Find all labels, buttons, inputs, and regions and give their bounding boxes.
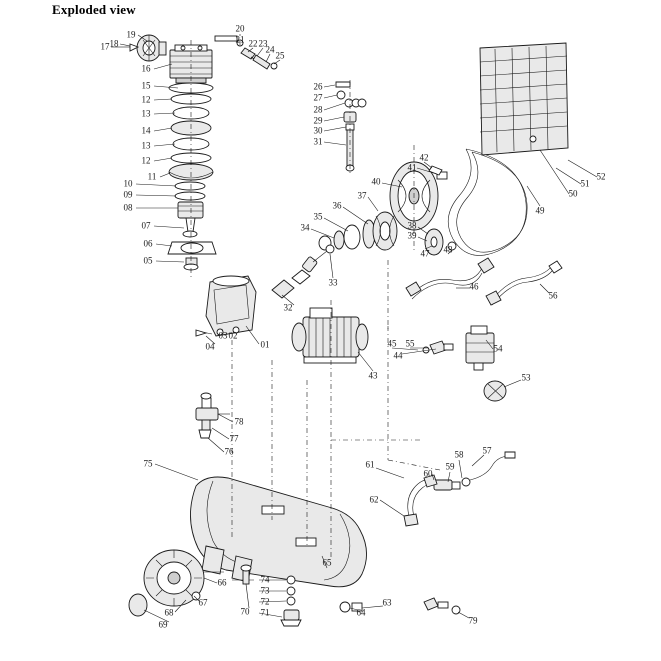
hose-group (406, 258, 562, 305)
piston-group (175, 182, 205, 237)
callout-17: 17 (100, 41, 110, 52)
callout-22: 22 (248, 38, 258, 49)
breather-stack-group (336, 82, 366, 171)
callout-27: 27 (313, 92, 323, 103)
callout-25: 25 (275, 50, 285, 61)
callout-21: 21 (235, 34, 245, 45)
callout-44: 44 (393, 350, 403, 361)
callout-56: 56 (548, 290, 558, 301)
callout-61: 61 (365, 459, 375, 470)
callout-76: 76 (224, 446, 234, 457)
callout-45: 45 (387, 338, 397, 349)
callout-65: 65 (322, 557, 332, 568)
callout-78: 78 (234, 416, 244, 427)
safety-valve-group (196, 393, 230, 438)
callout-29: 29 (313, 115, 323, 126)
callout-12a: 12 (141, 94, 151, 105)
check-valve-group (272, 245, 334, 298)
callout-35: 35 (313, 211, 323, 222)
crankcase-gasket-group (168, 242, 216, 270)
callout-70: 70 (240, 606, 250, 617)
callout-33: 33 (328, 277, 338, 288)
belt-guard-group (480, 43, 568, 155)
callout-63: 63 (382, 597, 392, 608)
callout-09: 09 (123, 189, 133, 200)
callout-11: 11 (147, 171, 157, 182)
callout-05: 05 (143, 255, 153, 266)
callout-52: 52 (596, 171, 606, 182)
belt-group (448, 149, 527, 255)
callout-43: 43 (368, 370, 378, 381)
callout-13b: 13 (141, 140, 151, 151)
callout-19: 19 (126, 29, 136, 40)
air-tank-group (190, 477, 366, 587)
page-title: Exploded view (52, 2, 136, 17)
wheel-group (129, 550, 204, 616)
callout-04: 04 (205, 341, 215, 352)
callout-08: 08 (123, 202, 133, 213)
callout-16: 16 (141, 63, 151, 74)
callout-41: 41 (407, 162, 417, 173)
callout-26: 26 (313, 81, 323, 92)
callout-12b: 12 (141, 155, 151, 166)
callout-34: 34 (300, 222, 310, 233)
callout-18: 18 (109, 38, 119, 49)
callout-01: 01 (260, 339, 270, 350)
callout-57: 57 (482, 445, 492, 456)
callout-58: 58 (454, 449, 464, 460)
callout-62: 62 (369, 494, 379, 505)
callout-40: 40 (371, 176, 381, 187)
pressure-switch-group (423, 326, 506, 401)
callout-47: 47 (420, 248, 430, 259)
callout-73: 73 (260, 585, 270, 596)
callout-03: 03 (218, 330, 228, 341)
callout-59: 59 (445, 461, 455, 472)
callout-02: 02 (228, 330, 238, 341)
callout-77: 77 (229, 433, 239, 444)
callout-49: 49 (535, 205, 545, 216)
callout-20: 20 (235, 23, 245, 34)
callout-74: 74 (260, 574, 270, 585)
callout-69: 69 (158, 619, 168, 630)
callout-53: 53 (521, 372, 531, 383)
callout-71: 71 (260, 607, 270, 618)
callout-75: 75 (143, 458, 153, 469)
callout-28: 28 (313, 104, 323, 115)
callout-60: 60 (423, 468, 433, 479)
callout-39: 39 (407, 230, 417, 241)
callout-06: 06 (143, 238, 153, 249)
flywheel-group (390, 162, 447, 230)
callout-36: 36 (332, 200, 342, 211)
callout-79: 79 (468, 615, 478, 626)
callout-51: 51 (580, 178, 590, 189)
callout-72: 72 (260, 596, 270, 607)
callout-14: 14 (141, 125, 151, 136)
callout-24: 24 (265, 44, 275, 55)
callout-37: 37 (357, 190, 367, 201)
callout-50: 50 (568, 188, 578, 199)
callout-32: 32 (283, 302, 293, 313)
callout-48: 48 (443, 244, 453, 255)
callout-46: 46 (469, 281, 479, 292)
callout-66: 66 (217, 577, 227, 588)
callout-10: 10 (123, 178, 133, 189)
callout-23: 23 (258, 38, 268, 49)
callout-31: 31 (313, 136, 323, 147)
callout-54: 54 (493, 343, 503, 354)
callout-30: 30 (313, 125, 323, 136)
callout-38: 38 (407, 220, 417, 231)
electric-motor-group (292, 308, 368, 363)
callout-55: 55 (405, 338, 415, 349)
callout-64: 64 (356, 607, 366, 618)
callout-68: 68 (164, 607, 174, 618)
callout-15: 15 (141, 80, 151, 91)
callout-13a: 13 (141, 108, 151, 119)
callout-42: 42 (419, 152, 429, 163)
callout-67: 67 (198, 597, 208, 608)
callout-07: 07 (141, 220, 151, 231)
pulley-shaft-group (319, 212, 456, 255)
